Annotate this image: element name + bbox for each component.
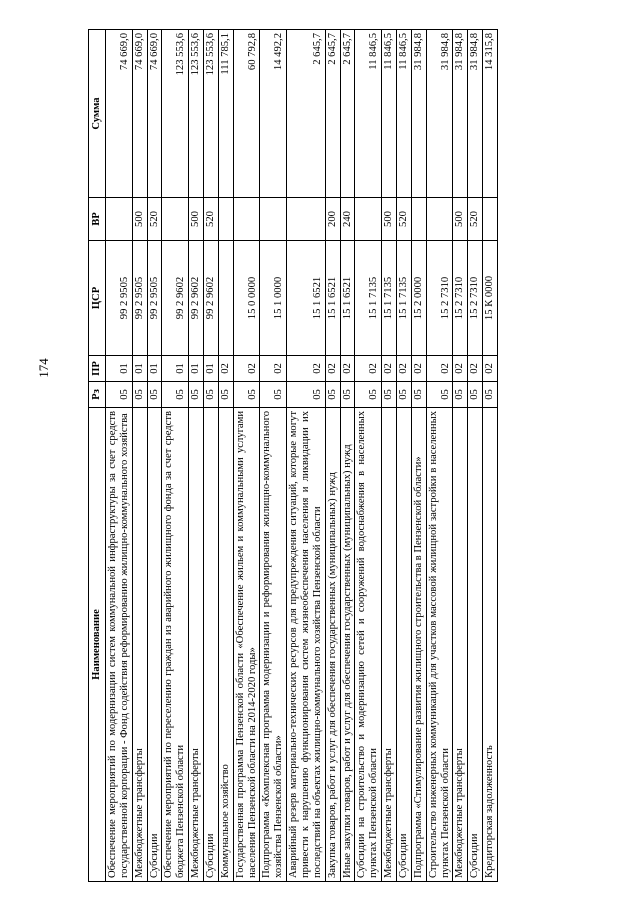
cell-rz: 05 [132, 382, 147, 408]
cell-sum: 123 553,6 [189, 30, 204, 198]
cell-sum: 60 792,8 [233, 30, 260, 198]
cell-pr: 02 [411, 356, 426, 382]
table-row [204, 30, 219, 882]
cell-vr: 500 [132, 198, 147, 241]
cell-name: Межбюджетные трансферты [382, 408, 397, 882]
table-row [340, 30, 355, 882]
cell-sum: 2 645,7 [325, 30, 340, 198]
budget-table [88, 29, 498, 882]
cell-vr [162, 198, 189, 241]
cell-pr: 02 [468, 356, 483, 382]
cell-vr: 520 [204, 198, 219, 241]
cell-rz: 05 [218, 382, 233, 408]
cell-pr: 01 [162, 356, 189, 382]
table-row [233, 30, 260, 882]
cell-vr [411, 198, 426, 241]
header-rz: Рз [89, 382, 106, 408]
table-row [147, 30, 162, 882]
cell-sum: 123 553,6 [162, 30, 189, 198]
cell-vr: 200 [325, 198, 340, 241]
cell-name: Иные закупки товаров, работ и услуг для обеспечения государственных (муниципальных) нужд [340, 408, 355, 882]
cell-rz: 05 [340, 382, 355, 408]
cell-csr: 15 1 0000 [260, 241, 287, 356]
rotated-page-content [88, 30, 558, 882]
cell-pr: 02 [426, 356, 453, 382]
header-csr: ЦСР [89, 241, 106, 356]
cell-name: Коммунальное хозяйство [218, 408, 233, 882]
cell-sum: 14 492,2 [260, 30, 287, 198]
table-row [453, 30, 468, 882]
cell-pr: 02 [260, 356, 287, 382]
cell-rz: 05 [453, 382, 468, 408]
cell-csr: 15 2 7310 [426, 241, 453, 356]
cell-name: Аварийный резерв материально-технических ресурсов для предупреждения ситуаций, которые могут привести к нарушению функционирования систем жизнеобеспечения населения и ликвидации их последствий на объектах жилищно-коммунального хозяйства Пензенской области [287, 408, 326, 882]
cell-name: Государственная программа Пензенской области «Обеспечение жильем и коммунальными услугами населения Пензенской области на 2014-2020 годы» [233, 408, 260, 882]
header-vr: ВР [89, 198, 106, 241]
cell-pr: 02 [340, 356, 355, 382]
cell-csr: 15 1 7135 [382, 241, 397, 356]
cell-vr: 520 [147, 198, 162, 241]
table-row [355, 30, 382, 882]
cell-name: Субсидии [468, 408, 483, 882]
cell-rz: 05 [483, 382, 498, 408]
cell-sum: 14 315,8 [483, 30, 498, 198]
cell-name: Обеспечение мероприятий по переселению граждан из аварийного жилищного фонда за счет средств бюджета Пензенской области [162, 408, 189, 882]
cell-rz: 05 [355, 382, 382, 408]
cell-pr: 02 [325, 356, 340, 382]
page-number: 174 [36, 358, 51, 378]
cell-pr: 02 [233, 356, 260, 382]
cell-pr: 01 [132, 356, 147, 382]
cell-csr: 15 2 0000 [411, 241, 426, 356]
cell-csr: 99 2 9602 [204, 241, 219, 356]
cell-name: Субсидии [147, 408, 162, 882]
cell-name: Субсидии [397, 408, 412, 882]
cell-vr [483, 198, 498, 241]
table-row [162, 30, 189, 882]
cell-sum: 11 846,5 [397, 30, 412, 198]
cell-pr: 02 [453, 356, 468, 382]
table-row [132, 30, 147, 882]
cell-sum: 31 984,8 [453, 30, 468, 198]
cell-csr: 15 0 0000 [233, 241, 260, 356]
cell-vr [218, 198, 233, 241]
cell-vr [233, 198, 260, 241]
cell-csr: 99 2 9505 [147, 241, 162, 356]
cell-csr: 15 К 0000 [483, 241, 498, 356]
cell-vr: 500 [189, 198, 204, 241]
cell-sum: 11 846,5 [355, 30, 382, 198]
cell-sum: 111 785,1 [218, 30, 233, 198]
cell-vr: 500 [453, 198, 468, 241]
cell-csr: 15 2 7310 [453, 241, 468, 356]
cell-name: Подпрограмма «Комплексная программа модернизации и реформирования жилищно-коммунального хозяйства Пензенской области» [260, 408, 287, 882]
table-row [106, 30, 133, 882]
cell-name: Закупка товаров, работ и услуг для обеспечения государственных (муниципальных) нужд [325, 408, 340, 882]
table-row [325, 30, 340, 882]
table-row [426, 30, 453, 882]
cell-rz: 05 [147, 382, 162, 408]
cell-name: Субсидии [204, 408, 219, 882]
table-row [483, 30, 498, 882]
cell-rz: 05 [106, 382, 133, 408]
cell-csr: 15 2 7310 [468, 241, 483, 356]
table-row [397, 30, 412, 882]
cell-sum: 11 846,5 [382, 30, 397, 198]
cell-rz: 05 [189, 382, 204, 408]
cell-pr: 02 [483, 356, 498, 382]
cell-vr: 240 [340, 198, 355, 241]
cell-csr: 15 1 6521 [287, 241, 326, 356]
cell-csr: 99 2 9602 [162, 241, 189, 356]
cell-name: Межбюджетные трансферты [132, 408, 147, 882]
cell-rz: 05 [468, 382, 483, 408]
cell-csr [218, 241, 233, 356]
cell-sum: 2 645,7 [287, 30, 326, 198]
table-row [411, 30, 426, 882]
cell-sum: 31 984,8 [411, 30, 426, 198]
cell-rz: 05 [287, 382, 326, 408]
cell-csr: 99 2 9505 [132, 241, 147, 356]
table-row [260, 30, 287, 882]
cell-name: Подпрограмма «Стимулирование развития жилищного строительства в Пензенской области» [411, 408, 426, 882]
table-row [189, 30, 204, 882]
cell-rz: 05 [260, 382, 287, 408]
header-sum: Сумма [89, 30, 106, 198]
cell-pr: 01 [204, 356, 219, 382]
cell-sum: 31 984,8 [468, 30, 483, 198]
cell-csr: 15 1 6521 [325, 241, 340, 356]
cell-name: Обеспечение мероприятий по модернизации систем коммунальной инфраструктуры за счет средств государственной корпорации - Фонд содействия реформированию жилищно-коммунального хозяйства [106, 408, 133, 882]
cell-pr: 02 [287, 356, 326, 382]
cell-vr [106, 198, 133, 241]
cell-pr: 02 [355, 356, 382, 382]
cell-csr: 15 1 7135 [397, 241, 412, 356]
cell-pr: 01 [147, 356, 162, 382]
cell-name: Строительство инженерных коммуникаций для участков массовой жилищной застройки в населенных пунктах Пензенской области [426, 408, 453, 882]
cell-pr: 02 [382, 356, 397, 382]
cell-pr: 02 [397, 356, 412, 382]
cell-vr: 500 [382, 198, 397, 241]
cell-csr: 99 2 9505 [106, 241, 133, 356]
cell-name: Межбюджетные трансферты [453, 408, 468, 882]
cell-vr [287, 198, 326, 241]
cell-pr: 01 [106, 356, 133, 382]
cell-vr: 520 [468, 198, 483, 241]
header-name: Наименование [89, 408, 106, 882]
cell-name: Межбюджетные трансферты [189, 408, 204, 882]
cell-rz: 05 [325, 382, 340, 408]
cell-vr [426, 198, 453, 241]
cell-name: Кредиторская задолженность [483, 408, 498, 882]
table-row [218, 30, 233, 882]
cell-vr [355, 198, 382, 241]
cell-name: Субсидии на строительство и модернизацию сетей и сооружений водоснабжения в населенных пунктах Пензенской области [355, 408, 382, 882]
cell-pr: 02 [218, 356, 233, 382]
cell-csr: 99 2 9602 [189, 241, 204, 356]
cell-rz: 05 [204, 382, 219, 408]
table-row [287, 30, 326, 882]
cell-sum: 2 645,7 [340, 30, 355, 198]
cell-rz: 05 [162, 382, 189, 408]
cell-vr [260, 198, 287, 241]
cell-csr: 15 1 7135 [355, 241, 382, 356]
cell-rz: 05 [397, 382, 412, 408]
cell-rz: 05 [233, 382, 260, 408]
cell-sum: 74 669,0 [106, 30, 133, 198]
cell-rz: 05 [382, 382, 397, 408]
cell-pr: 01 [189, 356, 204, 382]
table-row [382, 30, 397, 882]
cell-rz: 05 [411, 382, 426, 408]
cell-csr: 15 1 6521 [340, 241, 355, 356]
cell-sum: 31 984,8 [426, 30, 453, 198]
cell-rz: 05 [426, 382, 453, 408]
cell-sum: 74 669,0 [147, 30, 162, 198]
table-header-row [89, 30, 106, 882]
cell-sum: 123 553,6 [204, 30, 219, 198]
cell-vr: 520 [397, 198, 412, 241]
cell-sum: 74 669,0 [132, 30, 147, 198]
header-pr: ПР [89, 356, 106, 382]
table-row [468, 30, 483, 882]
